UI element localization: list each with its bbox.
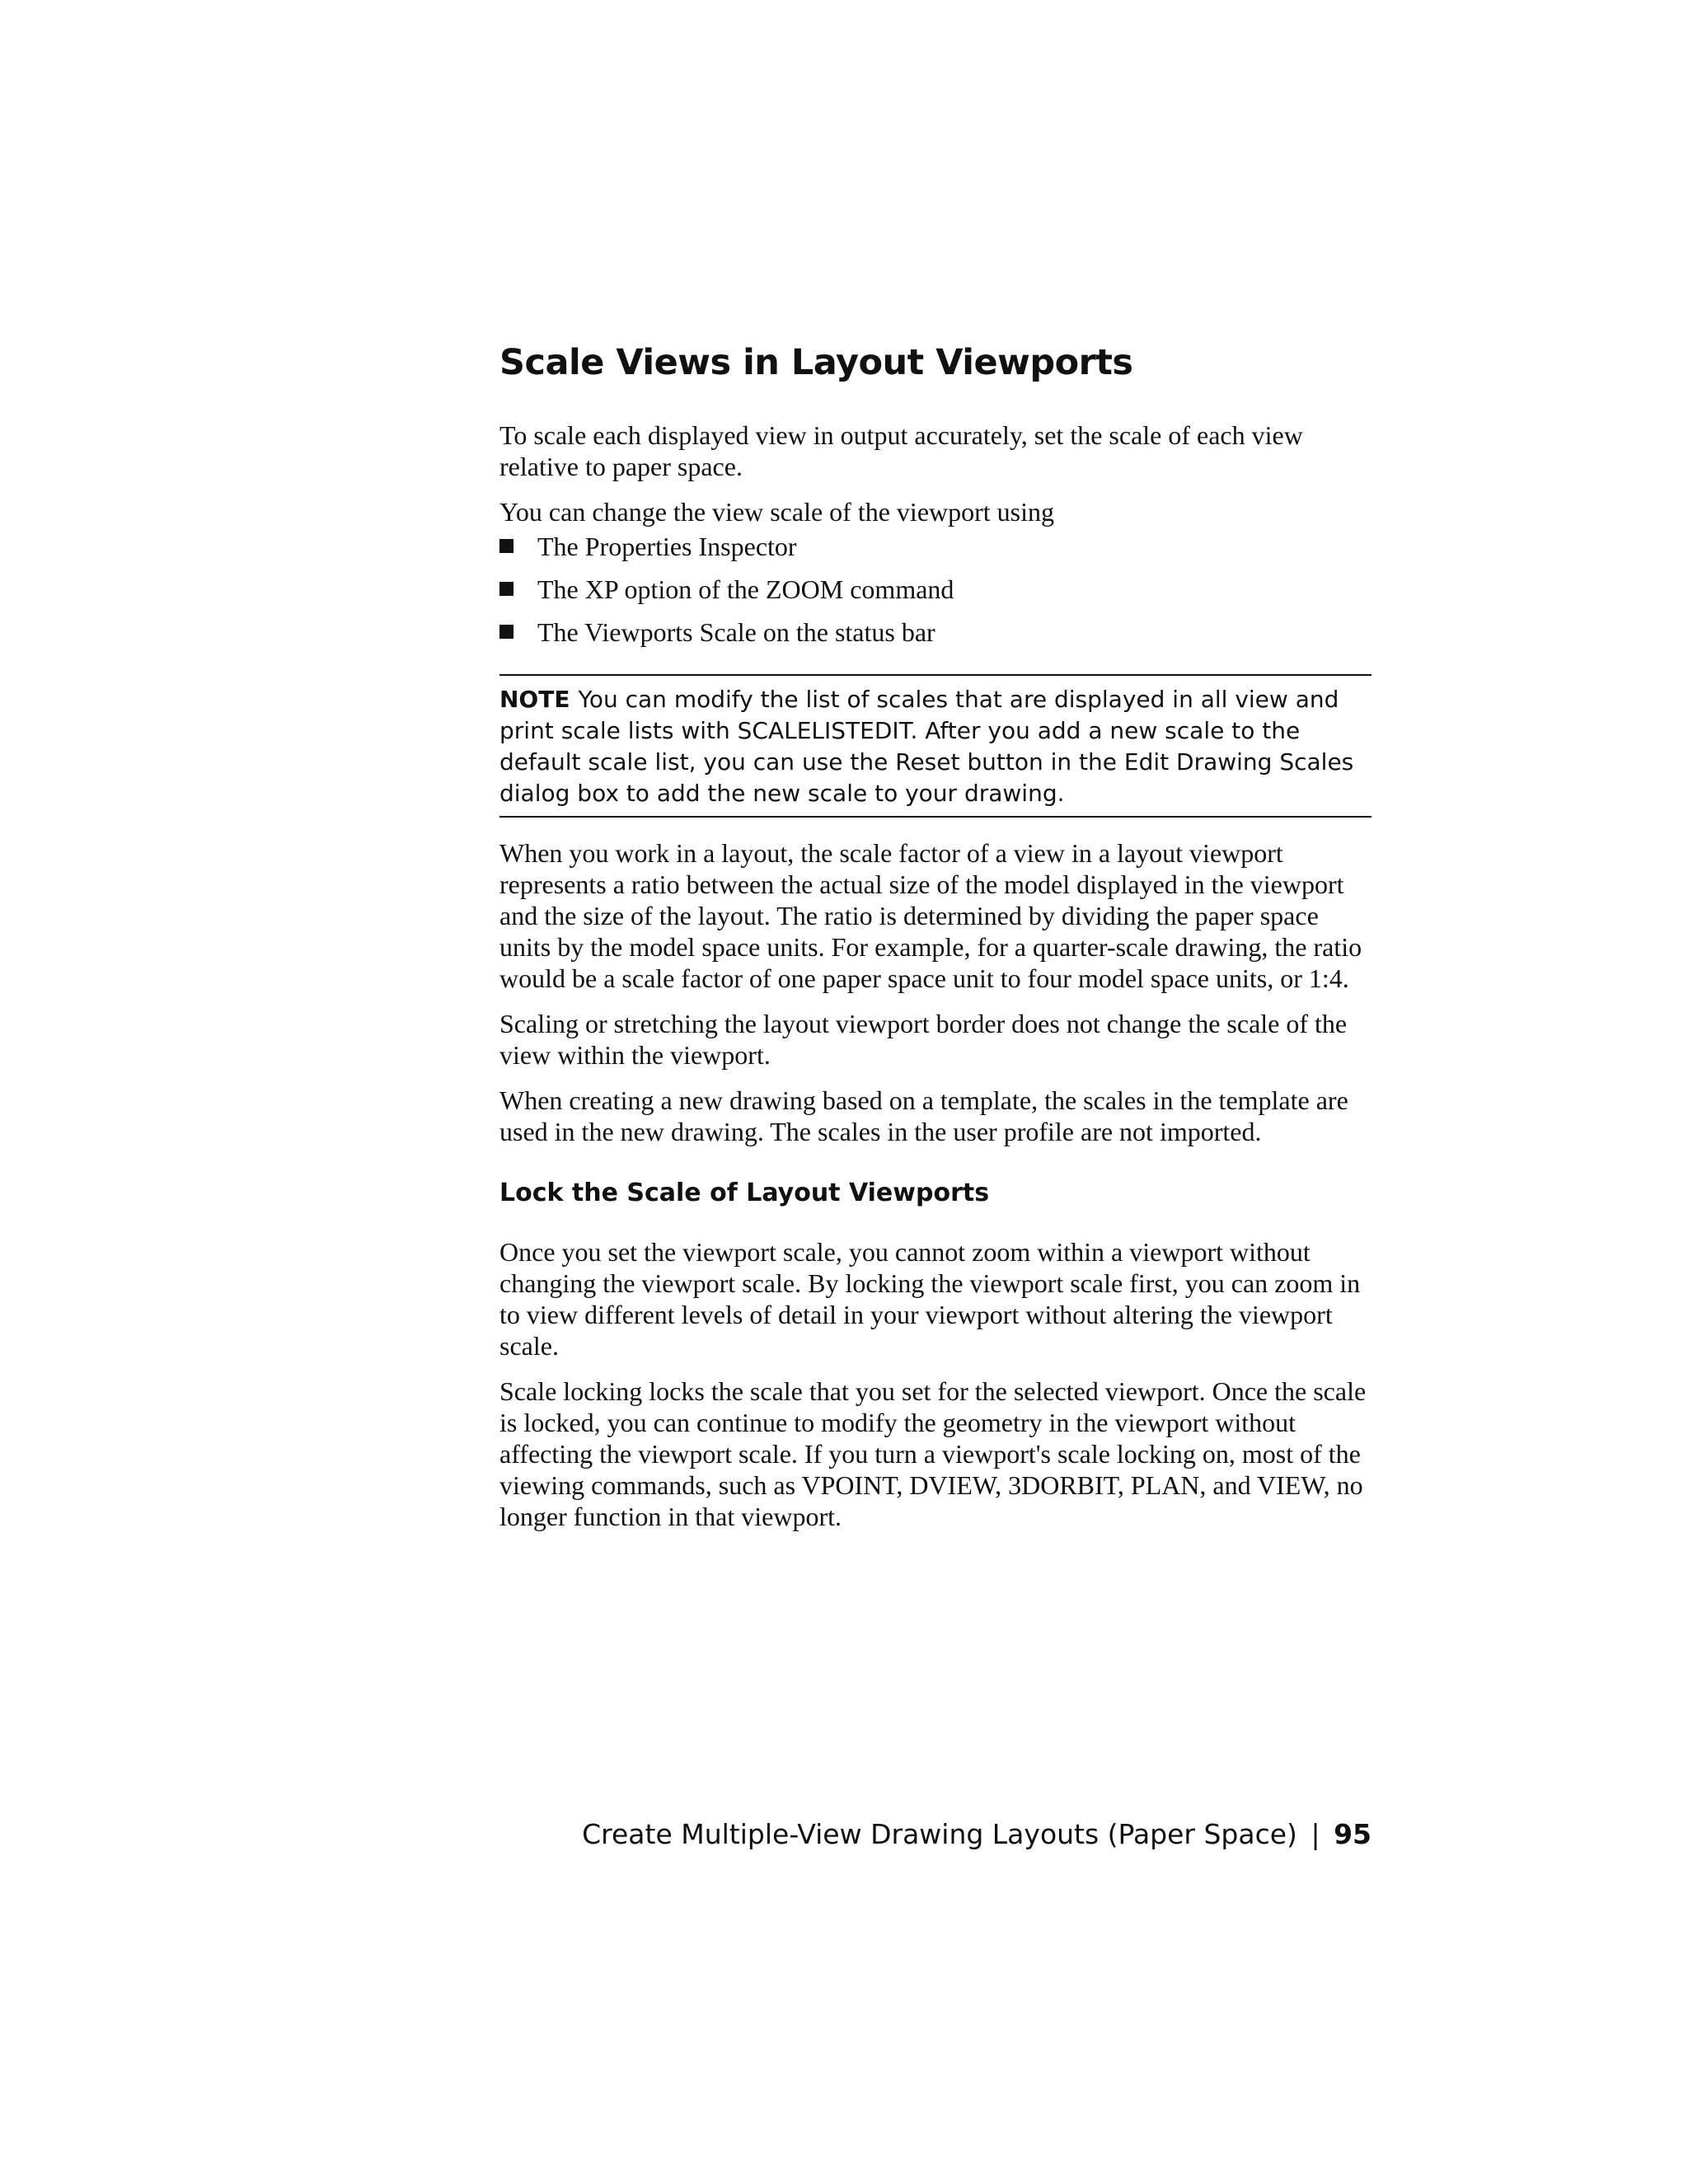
intro-paragraph: To scale each displayed view in output accurately, set the scale of each view relative to paper space.: [499, 419, 1303, 481]
note-text: You can modify the list of scales that are displayed in all view and print scale lists with SCALELISTEDIT. After you add a new scale to the default scale list, you can use the Reset button in the Edit Drawing Scales dialog box to add the new scale to your drawing.: [499, 685, 1354, 807]
subsection-title: Lock the Scale of Layout Viewports: [499, 1178, 990, 1207]
content-column: [499, 342, 1372, 1546]
methods-lead: You can change the view scale of the viewport using: [499, 496, 1055, 527]
square-bullet-icon: [499, 625, 513, 639]
body-paragraph: Once you set the viewport scale, you cannot zoom within a viewport without changing the viewport scale. By locking the viewport scale first, you can zoom in to view different levels of detail in your viewport without altering the viewport scale.: [499, 1236, 1361, 1361]
body-paragraph: When you work in a layout, the scale factor of a view in a layout viewport represents a ratio between the actual size of the model displayed in the viewport and the size of the layout. The ratio is determined by dividing the paper space units by the model space units. For example, for a quarter-scale drawing, the ratio would be a scale factor of one paper space unit to four model space units, or 1:4.: [499, 837, 1362, 993]
section-title: Scale Views in Layout Viewports: [499, 342, 1133, 383]
square-bullet-icon: [499, 539, 513, 553]
body-paragraph: When creating a new drawing based on a template, the scales in the template are used in the new drawing. The scales in the user profile are not imported.: [499, 1085, 1348, 1146]
list-item: [499, 616, 1372, 648]
footer-chapter-title: Create Multiple-View Drawing Layouts (Paper Space): [582, 1818, 1297, 1850]
list-item-text: The Viewports Scale on the status bar: [537, 616, 935, 647]
body-paragraph: Scaling or stretching the layout viewport border does not change the scale of the view within the viewport.: [499, 1008, 1348, 1070]
footer-separator: |: [1311, 1818, 1320, 1850]
methods-list: [499, 531, 1372, 648]
list-item: [499, 531, 1372, 562]
list-item: [499, 574, 1372, 605]
body-paragraph: Scale locking locks the scale that you set for the selected viewport. Once the scale is locked, you can continue to modify the geometry in the viewport without affecting the viewport scale. If you turn a viewport's scale locking on, most of the viewing commands, such as VPOINT, DVIEW, 3DORBIT, PLAN, and VIEW, no longer function in that viewport.: [499, 1376, 1367, 1531]
note-label: NOTE: [499, 685, 570, 713]
list-item-text: The Properties Inspector: [537, 531, 797, 561]
square-bullet-icon: [499, 582, 513, 596]
list-item-text: The XP option of the ZOOM command: [537, 574, 954, 604]
page-footer: [582, 1818, 1372, 1851]
page-number: 95: [1334, 1818, 1372, 1850]
note-box: [499, 674, 1372, 818]
